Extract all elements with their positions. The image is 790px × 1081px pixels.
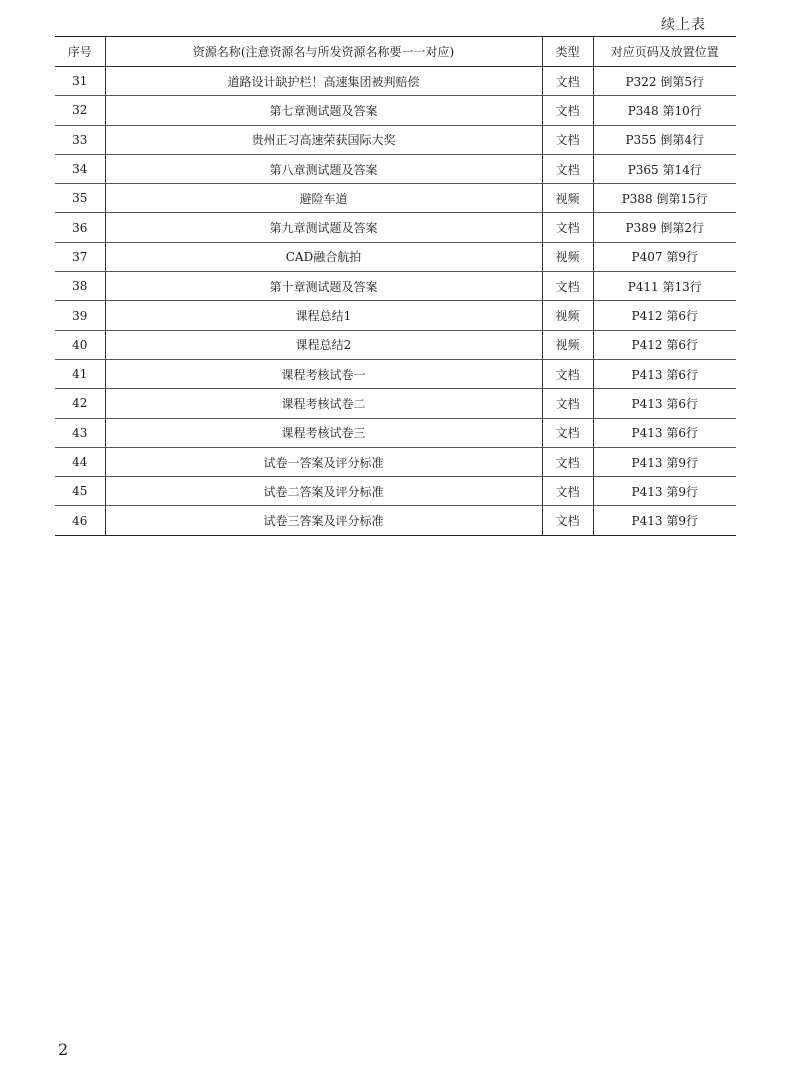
cell-type: 文档 <box>542 96 593 125</box>
cell-type: 视频 <box>542 184 593 213</box>
column-header-type: 类型 <box>542 37 593 67</box>
cell-type: 文档 <box>542 447 593 476</box>
cell-type: 视频 <box>542 330 593 359</box>
cell-type: 视频 <box>542 242 593 271</box>
cell-number: 38 <box>55 272 105 301</box>
cell-number: 41 <box>55 359 105 388</box>
cell-location: P413 第9行 <box>593 506 736 535</box>
table-row <box>55 506 736 535</box>
cell-type: 文档 <box>542 359 593 388</box>
cell-type: 文档 <box>542 506 593 535</box>
cell-type: 文档 <box>542 389 593 418</box>
cell-number: 35 <box>55 184 105 213</box>
cell-location: P411 第13行 <box>593 272 736 301</box>
cell-resource-name: 课程总结1 <box>105 301 542 330</box>
cell-number: 45 <box>55 477 105 506</box>
cell-resource-name: 第八章测试题及答案 <box>105 154 542 183</box>
table-row <box>55 447 736 476</box>
table-row <box>55 477 736 506</box>
cell-number: 40 <box>55 330 105 359</box>
cell-type: 文档 <box>542 477 593 506</box>
cell-location: P388 倒第15行 <box>593 184 736 213</box>
cell-number: 31 <box>55 67 105 96</box>
table-row <box>55 418 736 447</box>
table-row <box>55 242 736 271</box>
cell-resource-name: 课程考核试卷一 <box>105 359 542 388</box>
cell-resource-name: 课程考核试卷二 <box>105 389 542 418</box>
cell-number: 39 <box>55 301 105 330</box>
table-row <box>55 272 736 301</box>
cell-resource-name: 贵州正习高速荣获国际大奖 <box>105 125 542 154</box>
table-row <box>55 125 736 154</box>
cell-number: 34 <box>55 154 105 183</box>
cell-type: 文档 <box>542 272 593 301</box>
table-row <box>55 184 736 213</box>
cell-type: 文档 <box>542 154 593 183</box>
table-header-row <box>55 37 736 67</box>
cell-location: P413 第6行 <box>593 418 736 447</box>
table-body <box>55 67 736 536</box>
cell-location: P413 第9行 <box>593 477 736 506</box>
cell-number: 42 <box>55 389 105 418</box>
column-header-resource-name: 资源名称(注意资源名与所发资源名称要一一对应) <box>105 37 542 67</box>
cell-location: P407 第9行 <box>593 242 736 271</box>
cell-number: 32 <box>55 96 105 125</box>
table-row <box>55 154 736 183</box>
table-row <box>55 359 736 388</box>
table-row <box>55 67 736 96</box>
cell-number: 36 <box>55 213 105 242</box>
column-header-location: 对应页码及放置位置 <box>593 37 736 67</box>
cell-number: 46 <box>55 506 105 535</box>
cell-type: 文档 <box>542 67 593 96</box>
cell-number: 44 <box>55 447 105 476</box>
cell-resource-name: 道路设计缺护栏！高速集团被判赔偿 <box>105 67 542 96</box>
table-row <box>55 96 736 125</box>
cell-number: 33 <box>55 125 105 154</box>
cell-resource-name: CAD融合航拍 <box>105 242 542 271</box>
cell-location: P389 倒第2行 <box>593 213 736 242</box>
cell-resource-name: 试卷一答案及评分标准 <box>105 447 542 476</box>
cell-location: P355 倒第4行 <box>593 125 736 154</box>
cell-resource-name: 第七章测试题及答案 <box>105 96 542 125</box>
cell-type: 文档 <box>542 418 593 447</box>
cell-resource-name: 课程总结2 <box>105 330 542 359</box>
resource-table <box>55 36 736 536</box>
cell-resource-name: 避险车道 <box>105 184 542 213</box>
page-number: 2 <box>58 1040 69 1059</box>
cell-number: 37 <box>55 242 105 271</box>
cell-resource-name: 试卷二答案及评分标准 <box>105 477 542 506</box>
cell-location: P412 第6行 <box>593 330 736 359</box>
cell-type: 文档 <box>542 125 593 154</box>
cell-location: P348 第10行 <box>593 96 736 125</box>
cell-location: P365 第14行 <box>593 154 736 183</box>
continued-table-label: 续上表 <box>661 17 706 33</box>
cell-type: 视频 <box>542 301 593 330</box>
cell-resource-name: 第十章测试题及答案 <box>105 272 542 301</box>
table-row <box>55 213 736 242</box>
cell-number: 43 <box>55 418 105 447</box>
table-row <box>55 301 736 330</box>
cell-location: P413 第6行 <box>593 359 736 388</box>
cell-resource-name: 试卷三答案及评分标准 <box>105 506 542 535</box>
cell-type: 文档 <box>542 213 593 242</box>
cell-location: P413 第9行 <box>593 447 736 476</box>
table-row <box>55 389 736 418</box>
column-header-number: 序号 <box>55 37 105 67</box>
cell-location: P412 第6行 <box>593 301 736 330</box>
table-row <box>55 330 736 359</box>
cell-location: P322 倒第5行 <box>593 67 736 96</box>
cell-resource-name: 第九章测试题及答案 <box>105 213 542 242</box>
cell-resource-name: 课程考核试卷三 <box>105 418 542 447</box>
cell-location: P413 第6行 <box>593 389 736 418</box>
